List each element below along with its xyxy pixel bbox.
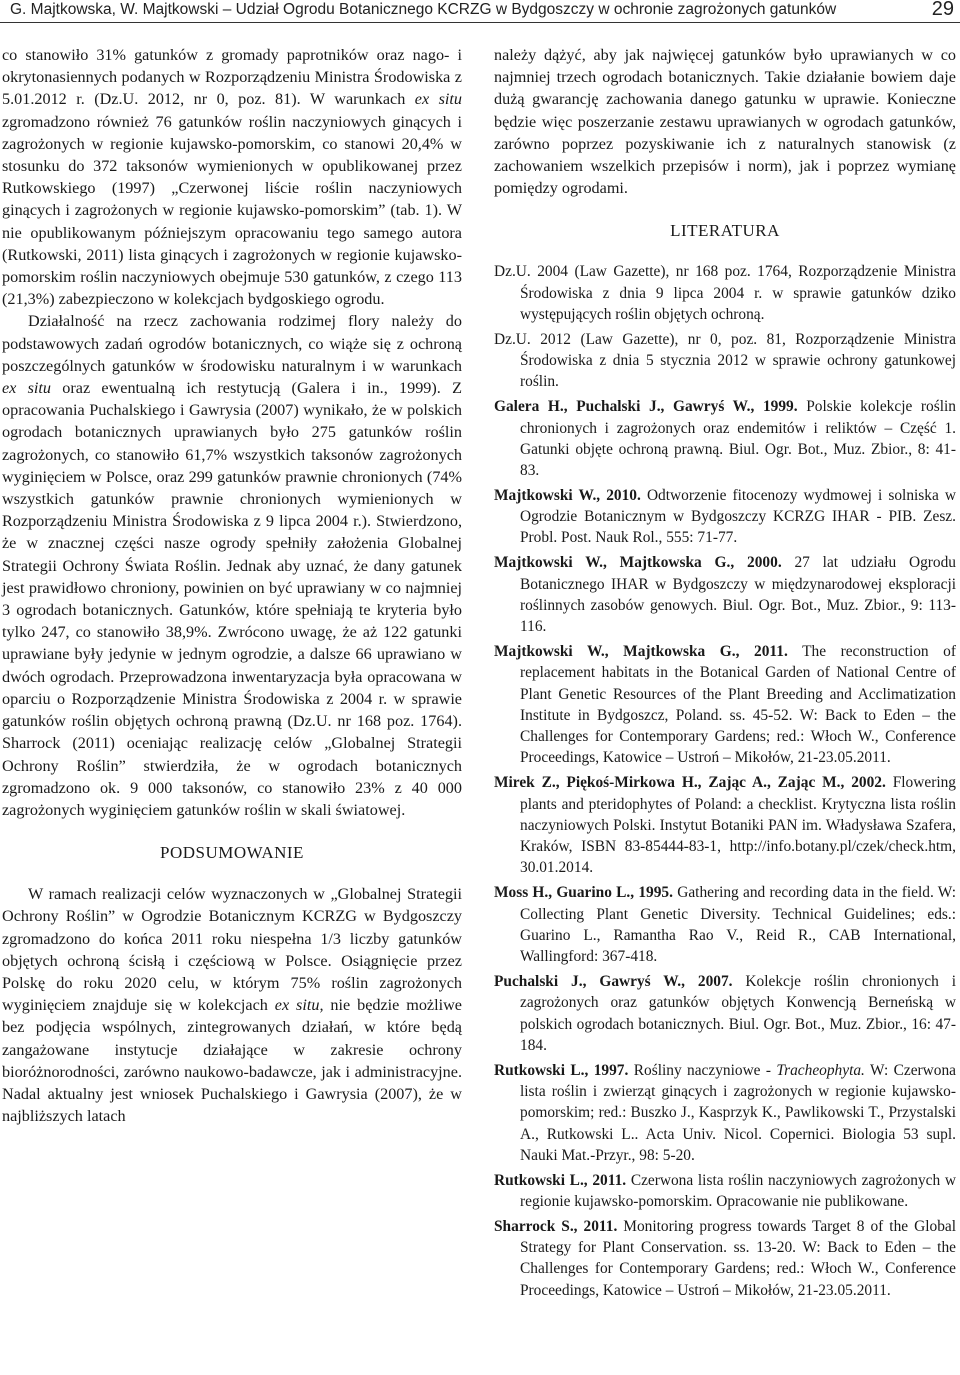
- paragraph-2-text-b: oraz ewentualną ich restytucją (Galera i in., 1999). Z opracowania Puchalskiego i Gawrysia (2007) wynikało, że w polskich ogrodach botanicznych uprawianych było 275 gatunków roślin zagrożonych, co stanowiło 61,7% wszystkich taksonów zagrożonych wyginięciem w Polsce, oraz 299 gatunków prawnie chronionych (74% wszystkich gatunków prawnie chronionych wymienionych w Rozporządzeniu Ministra Środowiska z 9 lipca 2004 r.). Stwierdzono, że w znacznej części nasze ogrody spełniły założenia Globalnej Strategii Ochrony Świata Roślin. Jednak aby uznać, że dany gatunek jest prawidłowo chroniony, powinien on być uprawiany w co najmniej 3 ogrodach botanicznych. Gatunków, które spełniają te kryteria było tylko 247, co stanowiło 38,9%. Zwrócono uwagę, że aż 122 gatunki uprawiane były jedynie w jednym ogrodzie, a dalsze 66 uprawiano w dwóch ogrodach. Przeprowadzona inwentaryzacja była opracowana w oparciu o Rozporządzenie Ministra Środowiska z 2004 r. w sprawie gatunków roślin objętych ochroną prawną (Dz.U. nr 168 poz. 1764). Sharrock (2011) oceniając realizację celów „Globalnej Strategii Ochrony Roślin” stwierdziła, że w ogrodach botanicznych zgromadzono ok. 9 000 taksonów, co stanowiło 23% z 40 000 zagrożonych wyginięciem gatunków roślin w skali światowej.: [2, 379, 462, 819]
- reference-item: [494, 641, 956, 769]
- reference-item: [494, 1170, 956, 1213]
- running-header: [0, 0, 960, 23]
- reference-author: Majtkowski W., Majtkowska G., 2000.: [494, 554, 782, 572]
- reference-text: The reconstruction of replacement habitats in the Botanical Garden of National Centre of Plant Genetic Resources of the Plant Breeding and Acclimatization Institute in Bydgoszcz, Poland. ss. 45-52. W: Back to Eden – the Challenges for Contemporary Gardens; red.: Włoch W., Conference Proceedings, Katowice – Ustroń – Mikołów, 21-23.05.2011.: [520, 642, 957, 767]
- reference-item: [494, 329, 956, 393]
- reference-author: Rutkowski L., 2011.: [494, 1171, 627, 1189]
- reference-text: 27 lat udziału Ogrodu Botanicznego IHAR w Bydgoszczy w międzynarodowej eksploracji roślinnych zasobów genowych. Biul. Ogr. Bot., Muz. Zbior., 9: 113-116.: [520, 554, 956, 636]
- paragraph-2-text-a: Działalność na rzecz zachowania rodzimej flory należy do podstawowych zadań ogrodów botanicznych, co wiąże się z ochroną poszczególnych gatunków w środowisku naturalnym i w warunkach: [2, 312, 462, 375]
- running-title: G. Majtkowska, W. Majtkowski – Udział Ogrodu Botanicznego KCRZG w Bydgoszczy w ochronie zagrożonych gatunków: [10, 1, 837, 18]
- reference-text-continued: W: Czerwona lista roślin i zwierząt ginących i zagrożonych w regionie kujawsko-pomorskim; red.: Buszko J., Kasprzyk K., Pawlikowski T., Przystalski A., Rutkowski L.. Acta Univ. Nicol. Copernici. Biologia 53 supl. Nauki Mat.-Przyr., 98: 5-20.: [520, 1061, 957, 1164]
- reference-author: Mirek Z., Piękoś-Mirkowa H., Zając A., Zając M., 2002.: [494, 774, 886, 792]
- paragraph-3-text-a: W ramach realizacji celów wyznaczonych w „Globalnej Strategii Ochrony Roślin” w Ogrodzie Botanicznym KCRZG w Bydgoszczy zgromadzono do końca 2011 roku niespełna 1/3 liczby gatunków objętych ochroną ścisłą i częściową w Polsce. Osiągnięcie przez Polskę do roku 2020 celu, w którym 75% roślin zagrożonych wyginięciem znajduje się w kolekcjach: [2, 885, 462, 1015]
- reference-text: Kolekcje roślin chronionych i zagrożonych oraz gatunków objętych Konwencją Berneńską w polskich ogrodach botanicznych. Biul. Ogr. Bot., Muz. Zbior., 16: 47-184.: [520, 972, 956, 1054]
- reference-author: Rutkowski L., 1997.: [494, 1061, 629, 1079]
- reference-italic-taxon: Tracheophyta.: [776, 1061, 865, 1079]
- reference-author: Galera H., Puchalski J., Gawryś W., 1999.: [494, 398, 798, 416]
- paragraph-4: należy dążyć, aby jak najwięcej gatunków było uprawianych w co najmniej trzech ogrodach botanicznych. Takie działanie bowiem daje dużą gwarancję zachowania danego gatunku w uprawie. Konieczne będzie więc poszerzanie zestawu uprawianych w ogrodach gatunków, zarówno poprzez pozyskiwanie ich z naturalnych stanowisk (z zachowaniem wszelkich przepisów i norm), jak i poprzez wymianę pomiędzy ogrodami.: [494, 46, 956, 198]
- reference-text: Monitoring progress towards Target 8 of the Global Strategy for Plant Conservation. ss. 13-20. W: Back to Eden – the Challenges for Contemporary Gardens; red.: Włoch W., Conference Proceedings, Katowice – Ustroń – Mikołów, 21-23.05.2011.: [520, 1217, 956, 1299]
- paragraph-1-text-b: zgromadzono również 76 gatunków roślin naczyniowych ginących i zagrożonych w regionie kujawsko-pomorskim, co stanowi 20,4% w stosunku do 372 taksonów wymienionych w opublikowanej przez Rutkowskiego (1997) „Czerwonej liście roślin naczyniowych ginących i zagrożonych w regionie kujawsko-pomorskim” (tab. 1). W nie opublikowanym późniejszym opracowaniu tego samego autora (Rutkowski, 2011) lista ginących i zagrożonych w regionie kujawsko-pomorskim roślin naczyniowych obejmuje 530 gatunków, z czego 113 (21,3%) zabezpieczono w kolekcjach bydgoskiego ogrodu.: [2, 112, 462, 309]
- reference-item: [494, 485, 956, 549]
- reference-author: Majtkowski W., Majtkowska G., 2011.: [494, 642, 788, 660]
- paragraph-3-italic: ex situ,: [274, 996, 324, 1015]
- left-column: [2, 44, 462, 1127]
- reference-author: Majtkowski W., 2010.: [494, 486, 641, 504]
- reference-item: [494, 552, 956, 637]
- summary-heading: PODSUMOWANIE: [160, 843, 304, 863]
- reference-text: Polskie kolekcje roślin chronionych i zagrożonych oraz endemitów i reliktów – Część 1. Gatunki objęte ochroną prawną. Biul. Ogr. Bot., Muz. Zbior., 8: 41-83.: [520, 398, 956, 480]
- reference-list: [494, 261, 956, 1300]
- reference-text: Flowering plants and pteridophytes of Poland: a checklist. Krytyczna lista roślin naczyniowych Polski. Instytut Botaniki PAN im. Władysława Szafera, Kraków, ISBN 83-85444-83-1, http://info.botany.pl/czek/check.htm, 30.01.2014.: [520, 774, 956, 877]
- reference-item: [494, 396, 956, 481]
- paragraph-1-italic: ex situ: [414, 90, 463, 109]
- reference-item: [494, 772, 956, 878]
- page-number: 29: [931, 0, 954, 20]
- reference-text: Gathering and recording data in the field. W: Collecting Plant Genetic Diversity. Technical Guidelines; eds.: Guarino L., Ramantha Rao V., Reid R., CAB International, Wallingford: 367-418.: [520, 884, 956, 966]
- reference-item: [494, 261, 956, 325]
- reference-author: Puchalski J., Gawryś W., 2007.: [494, 972, 733, 990]
- literature-heading: LITERATURA: [670, 221, 780, 241]
- reference-text: Dz.U. 2004 (Law Gazette), nr 168 poz. 1764, Rozporządzenie Ministra Środowiska z dnia 9 lipca 2004 r. w sprawie gatunków dziko występujących roślin objętych ochroną.: [494, 263, 956, 324]
- reference-text: Rośliny naczyniowe -: [628, 1061, 777, 1079]
- reference-item: [494, 882, 956, 967]
- paragraph-3: [2, 883, 462, 1127]
- reference-text: Dz.U. 2012 (Law Gazette), nr 0, poz. 81, Rozporządzenie Ministra Środowiska z dnia 5 stycznia 2012 w sprawie ochrony gatunkowej roślin.: [494, 330, 956, 391]
- reference-text: Odtworzenie fitocenozy wydmowej i solniska w Ogrodzie Botanicznym w Bydgoszczy KCRZG IHAR - PIB. Zesz. Probl. Post. Nauk Rol., 555: 71-77.: [520, 486, 956, 547]
- paragraph-2-italic: ex situ: [2, 379, 52, 398]
- paragraph-1: [2, 44, 462, 310]
- reference-item: [494, 971, 956, 1056]
- reference-author: Moss H., Guarino L., 1995.: [494, 884, 673, 902]
- right-column: [494, 44, 956, 1304]
- reference-author: Sharrock S., 2011.: [494, 1217, 618, 1235]
- reference-item: [494, 1216, 956, 1301]
- paragraph-3-text-b: nie będzie możliwe bez podjęcia wspólnych, zintegrowanych działań, w które będą zangażowane instytucje działające w zakresie ochrony bioróżnorodności, zarówno naukowo-badawcze, jak i administracyjne. Nadal aktualny jest wniosek Puchalskiego i Gawrysia (2007), że w najbliższych latach: [2, 996, 462, 1126]
- paragraph-2: [2, 310, 462, 821]
- reference-text: Czerwona lista roślin naczyniowych zagrożonych w regionie kujawsko-pomorskim. Opracowanie nie publikowane.: [520, 1171, 956, 1210]
- paragraph-1-text-a: co stanowiło 31% gatunków z gromady paprotników oraz nago- i okrytonasiennych podanych w Rozporządzeniu Ministra Środowiska z 5.01.2012 r. (Dz.U. 2012, nr 0, poz. 81). W warunkach: [2, 46, 462, 109]
- reference-item: [494, 1060, 956, 1166]
